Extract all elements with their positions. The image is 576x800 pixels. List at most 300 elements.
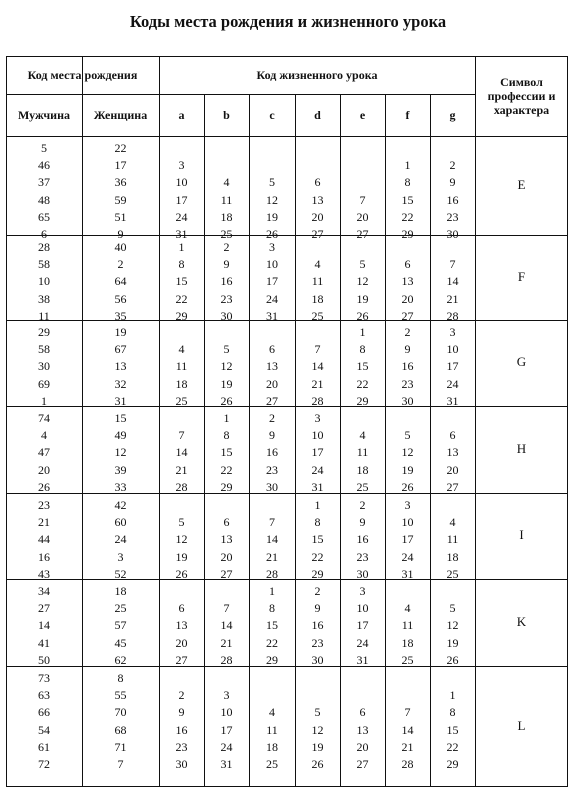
table-cell: 24 [114, 532, 127, 547]
table-cell: 47 [38, 445, 50, 460]
lesson-col-g [433, 157, 473, 243]
table-cell: 6 [359, 705, 366, 720]
table-cell: 15 [114, 411, 127, 425]
table-rule [6, 56, 7, 787]
table-cell: 41 [38, 635, 50, 650]
table-rule [82, 56, 83, 787]
table-cell: 21 [446, 291, 459, 306]
table-cell: 25 [220, 226, 233, 241]
table-cell: 66 [38, 705, 50, 720]
table-cell: 15 [220, 445, 233, 460]
table-cell: 31 [114, 393, 127, 408]
table-cell: 2 [314, 584, 321, 598]
table-cell: 4 [314, 257, 321, 272]
table-cell: 56 [114, 291, 127, 306]
table-cell: 6 [41, 226, 47, 241]
table-cell: 23 [220, 291, 233, 306]
table-cell: 1 [41, 393, 47, 408]
lesson-col-e [343, 497, 383, 583]
table-cell: 29 [401, 226, 414, 241]
table-cell: 3 [269, 240, 275, 254]
table-cell: 70 [114, 705, 127, 720]
lesson-col-g [433, 514, 473, 583]
table-cell: 10 [356, 601, 369, 616]
table-cell: 7 [404, 705, 411, 720]
table-rule [430, 94, 431, 787]
table-cell: 15 [401, 192, 414, 207]
table-cell: 1 [404, 158, 411, 173]
table-cell: 20 [356, 209, 369, 224]
lesson-col-a [162, 427, 202, 496]
table-cell: 20 [220, 549, 233, 564]
table-cell: 17 [266, 274, 278, 289]
table-cell: 5 [449, 601, 456, 616]
table-cell: 10 [401, 515, 414, 530]
header-letter-d: d [314, 108, 321, 122]
symbol-group-f [6, 235, 568, 323]
female-codes [101, 324, 141, 410]
male-codes [24, 324, 64, 410]
lesson-col-b [207, 514, 247, 583]
table-cell: 40 [114, 240, 127, 254]
lesson-col-g [433, 600, 473, 669]
table-cell: 63 [38, 688, 50, 703]
table-cell: 29 [38, 325, 50, 339]
table-cell: 18 [356, 462, 369, 477]
symbol-letter: L [517, 717, 526, 733]
table-cell: 12 [114, 445, 127, 460]
table-cell: 28 [446, 308, 459, 323]
table-cell: 31 [446, 393, 459, 408]
table-cell: 9 [117, 226, 124, 241]
table-cell: 24 [220, 739, 233, 754]
male-codes [24, 670, 64, 773]
table-cell: 22 [401, 209, 414, 224]
table-cell: 22 [220, 462, 233, 477]
table-cell: 24 [446, 376, 459, 391]
table-cell: 22 [114, 141, 127, 155]
table-cell: 20 [38, 462, 50, 477]
table-cell: 22 [266, 635, 278, 650]
table-cell: 18 [446, 549, 459, 564]
table-cell: 8 [404, 175, 411, 190]
table-cell: 18 [266, 739, 278, 754]
table-cell: 15 [446, 722, 459, 737]
table-cell: 24 [401, 549, 414, 564]
header-male: Мужчина [17, 108, 70, 122]
table-cell: 23 [401, 376, 414, 391]
table-cell: 2 [178, 688, 185, 703]
table-cell: 22 [446, 739, 459, 754]
table-rule [295, 94, 296, 787]
lesson-col-b [207, 687, 247, 773]
table-cell: 16 [220, 274, 233, 289]
table-cell: 29 [311, 566, 324, 581]
table-cell: 45 [114, 635, 127, 650]
table-cell: 13 [356, 722, 369, 737]
header-lesson: Код жизненного урока [256, 68, 378, 82]
table-cell: 35 [114, 308, 127, 323]
table-cell: 16 [175, 722, 188, 737]
table-cell: 7 [314, 342, 321, 357]
table-cell: 1 [269, 584, 275, 598]
lesson-col-c [252, 514, 292, 583]
table-cell: 17 [356, 618, 369, 633]
lesson-col-a [162, 514, 202, 583]
table-cell: 13 [401, 274, 414, 289]
table-cell: 34 [38, 584, 50, 598]
lesson-col-a [162, 687, 202, 773]
male-codes [24, 583, 64, 669]
lesson-col-g [433, 687, 473, 773]
table-cell: 7 [269, 515, 275, 530]
table-cell: 57 [114, 618, 127, 633]
male-codes [24, 497, 64, 583]
table-cell: 67 [114, 342, 127, 357]
table-cell: 28 [175, 479, 188, 494]
table-cell: 29 [356, 393, 369, 408]
table-cell: 26 [446, 652, 459, 667]
table-cell: 4 [41, 428, 47, 443]
table-cell: 13 [175, 618, 188, 633]
header-symbol: Символ профессии и характера [487, 75, 556, 117]
table-cell: 27 [266, 393, 278, 408]
table-cell: 21 [175, 462, 188, 477]
table-rule [6, 136, 568, 137]
table-cell: 6 [314, 175, 321, 190]
table-cell: 19 [266, 209, 278, 224]
table-cell: 5 [223, 342, 230, 357]
table-cell: 9 [404, 342, 411, 357]
table-cell: 25 [114, 601, 127, 616]
table-cell: 14 [220, 618, 233, 633]
table-cell: 2 [449, 158, 456, 173]
table-cell: 4 [404, 601, 411, 616]
table-cell: 49 [114, 428, 127, 443]
table-cell: 52 [114, 566, 127, 581]
symbol-group-h [6, 406, 568, 493]
table-cell: 12 [175, 532, 188, 547]
table-cell: 4 [269, 705, 275, 720]
table-cell: 28 [311, 393, 324, 408]
lesson-col-b [207, 239, 247, 325]
table-cell: 20 [446, 462, 459, 477]
table-cell: 13 [266, 359, 278, 374]
table-cell: 5 [404, 428, 411, 443]
female-codes [101, 140, 141, 243]
table-cell: 19 [356, 291, 369, 306]
table-cell: 71 [114, 739, 127, 754]
table-cell: 22 [356, 376, 369, 391]
table-cell: 8 [178, 257, 185, 272]
table-cell: 4 [449, 515, 456, 530]
table-cell: 4 [359, 428, 366, 443]
table-cell: 2 [359, 498, 366, 512]
table-cell: 4 [178, 342, 185, 357]
lesson-col-c [252, 410, 292, 496]
table-cell: 28 [38, 240, 50, 254]
table-cell: 26 [266, 226, 278, 241]
table-cell: 31 [311, 479, 324, 494]
lesson-col-a [162, 157, 202, 243]
table-cell: 14 [266, 532, 278, 547]
table-cell: 8 [449, 705, 456, 720]
table-cell: 9 [223, 257, 230, 272]
header-letter-g: g [449, 108, 456, 122]
table-cell: 16 [446, 192, 459, 207]
symbol-group-l [6, 666, 568, 787]
table-cell: 23 [311, 635, 324, 650]
lesson-col-g [433, 256, 473, 325]
table-cell: 10 [311, 428, 324, 443]
table-cell: 7 [178, 428, 185, 443]
lesson-col-c [252, 239, 292, 325]
table-cell: 21 [266, 549, 278, 564]
table-cell: 5 [41, 141, 47, 155]
table-cell: 13 [114, 359, 127, 374]
table-cell: 17 [114, 158, 127, 173]
lesson-col-e [343, 704, 383, 773]
table-cell: 18 [220, 209, 233, 224]
table-cell: 32 [114, 376, 127, 391]
table-cell: 11 [311, 274, 324, 289]
table-cell: 6 [269, 342, 275, 357]
table-cell: 27 [311, 226, 324, 241]
table-cell: 11 [220, 192, 233, 207]
header-birthplace: Код места рождения [27, 68, 138, 82]
lesson-col-b [207, 600, 247, 669]
table-cell: 30 [266, 479, 278, 494]
table-cell: 16 [356, 532, 369, 547]
table-rule [6, 579, 568, 580]
table-cell: 6 [449, 428, 456, 443]
male-codes [24, 140, 64, 243]
table-cell: 27 [446, 479, 459, 494]
table-cell: 18 [311, 291, 324, 306]
lesson-col-f [388, 427, 428, 496]
table-cell: 46 [38, 158, 50, 173]
table-cell: 69 [38, 376, 50, 391]
table-cell: 27 [401, 308, 414, 323]
male-codes [24, 239, 64, 325]
table-cell: 10 [175, 175, 188, 190]
table-cell: 38 [38, 291, 50, 306]
lesson-col-g [433, 427, 473, 496]
table-cell: 14 [311, 359, 324, 374]
table-cell: 4 [223, 175, 230, 190]
table-cell: 36 [114, 175, 127, 190]
table-cell: 43 [38, 566, 50, 581]
table-cell: 19 [220, 376, 233, 391]
table-cell: 13 [311, 192, 324, 207]
table-cell: 15 [175, 274, 188, 289]
table-cell: 29 [446, 756, 459, 771]
table-cell: 12 [401, 445, 414, 460]
table-cell: 17 [175, 192, 188, 207]
table-cell: 19 [175, 549, 188, 564]
table-cell: 7 [449, 257, 456, 272]
lesson-col-d [298, 256, 338, 325]
table-cell: 16 [266, 445, 278, 460]
table-cell: 5 [269, 175, 275, 190]
lesson-col-e [343, 427, 383, 496]
table-cell: 3 [117, 549, 124, 564]
lesson-col-d [298, 704, 338, 773]
table-cell: 13 [220, 532, 233, 547]
table-cell: 2 [117, 257, 124, 272]
table-cell: 20 [356, 739, 369, 754]
lesson-col-b [207, 341, 247, 410]
table-cell: 16 [38, 549, 50, 564]
table-cell: 11 [266, 722, 278, 737]
lesson-col-e [343, 583, 383, 669]
table-cell: 31 [266, 308, 278, 323]
table-cell: 2 [223, 240, 230, 254]
symbol-letter: I [519, 527, 524, 542]
table-rule [340, 94, 341, 787]
lesson-col-c [252, 174, 292, 243]
table-cell: 23 [446, 209, 459, 224]
symbol-letter: G [516, 354, 527, 369]
table-cell: 30 [38, 359, 50, 374]
table-cell: 5 [359, 257, 366, 272]
table-cell: 51 [114, 209, 127, 224]
table-cell: 31 [175, 226, 188, 241]
table-cell: 20 [175, 635, 188, 650]
lesson-col-g [433, 324, 473, 410]
table-cell: 58 [38, 342, 50, 357]
table-cell: 8 [314, 515, 321, 530]
table-cell: 26 [175, 566, 188, 581]
table-rule [6, 786, 568, 787]
table-cell: 18 [401, 635, 414, 650]
lesson-col-c [252, 583, 292, 669]
table-cell: 23 [266, 462, 278, 477]
table-rule [385, 94, 386, 787]
table-cell: 54 [38, 722, 50, 737]
table-cell: 26 [311, 756, 324, 771]
table-cell: 3 [359, 584, 366, 598]
table-cell: 6 [223, 515, 230, 530]
table-cell: 16 [311, 618, 324, 633]
table-rule [159, 56, 160, 787]
table-cell: 26 [401, 479, 414, 494]
table-cell: 73 [38, 671, 50, 685]
table-cell: 24 [311, 462, 324, 477]
table-cell: 1 [223, 411, 230, 425]
lesson-codes-table [6, 56, 568, 787]
table-cell: 17 [401, 532, 414, 547]
table-cell: 27 [356, 226, 369, 241]
table-cell: 9 [314, 601, 321, 616]
table-cell: 27 [38, 601, 50, 616]
table-cell: 17 [220, 722, 233, 737]
table-cell: 7 [117, 756, 124, 771]
table-cell: 19 [114, 325, 127, 339]
table-rule [6, 235, 568, 236]
table-rule [475, 56, 476, 787]
table-cell: 30 [446, 226, 459, 241]
table-cell: 21 [311, 376, 324, 391]
table-cell: 27 [220, 566, 233, 581]
lesson-col-d [298, 497, 338, 583]
table-cell: 31 [220, 756, 233, 771]
header-letter-f: f [405, 108, 410, 122]
table-cell: 11 [38, 308, 50, 323]
table-cell: 26 [38, 479, 50, 494]
table-cell: 6 [404, 257, 411, 272]
lesson-col-d [298, 341, 338, 410]
table-cell: 30 [220, 308, 233, 323]
table-cell: 30 [401, 393, 414, 408]
table-cell: 16 [401, 359, 414, 374]
female-codes [101, 670, 141, 773]
table-cell: 9 [449, 175, 456, 190]
table-cell: 30 [311, 652, 324, 667]
table-cell: 5 [178, 515, 185, 530]
table-rule [6, 406, 568, 407]
table-cell: 2 [269, 411, 275, 425]
table-cell: 55 [114, 688, 127, 703]
table-cell: 8 [117, 671, 124, 685]
lesson-col-d [298, 174, 338, 243]
table-cell: 22 [175, 291, 188, 306]
symbol-letter: E [517, 176, 526, 192]
table-rule [6, 56, 568, 57]
table-cell: 60 [114, 515, 127, 530]
table-cell: 23 [38, 498, 50, 512]
table-cell: 14 [401, 722, 414, 737]
lesson-col-d [298, 410, 338, 496]
table-cell: 48 [38, 192, 50, 207]
lesson-col-f [388, 157, 428, 243]
table-cell: 11 [356, 445, 369, 460]
table-cell: 18 [175, 376, 188, 391]
table-cell: 10 [266, 257, 278, 272]
table-cell: 17 [311, 445, 324, 460]
table-cell: 37 [38, 175, 50, 190]
table-cell: 11 [175, 359, 188, 374]
table-cell: 24 [356, 635, 369, 650]
symbol-group-k [6, 579, 568, 666]
table-cell: 25 [446, 566, 459, 581]
table-cell: 19 [401, 462, 414, 477]
table-cell: 26 [356, 308, 369, 323]
lesson-col-c [252, 704, 292, 773]
table-cell: 15 [356, 359, 369, 374]
table-cell: 1 [314, 498, 321, 512]
table-cell: 7 [223, 601, 230, 616]
table-cell: 21 [401, 739, 414, 754]
female-codes [101, 410, 141, 496]
lesson-col-f [388, 497, 428, 583]
table-cell: 20 [401, 291, 414, 306]
table-cell: 19 [311, 739, 324, 754]
table-cell: 10 [220, 705, 233, 720]
table-cell: 15 [266, 618, 278, 633]
table-rule [249, 94, 250, 787]
table-cell: 21 [220, 635, 233, 650]
female-codes [101, 497, 141, 583]
table-cell: 14 [446, 274, 459, 289]
table-cell: 25 [401, 652, 414, 667]
table-cell: 74 [38, 411, 50, 425]
table-cell: 12 [266, 192, 278, 207]
table-cell: 61 [38, 739, 50, 754]
header-letter-c: c [269, 108, 275, 122]
table-cell: 33 [114, 479, 127, 494]
table-cell: 1 [359, 325, 366, 339]
